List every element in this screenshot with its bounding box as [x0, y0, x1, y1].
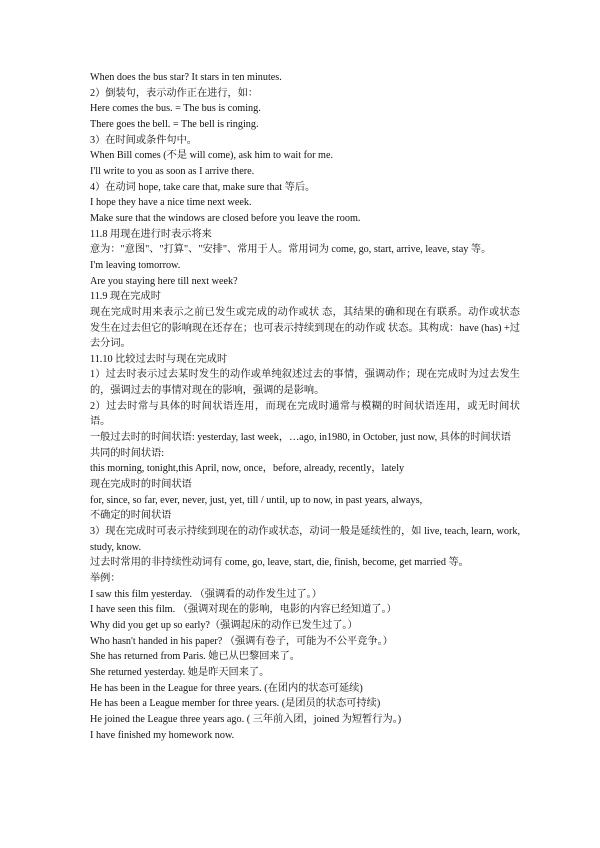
- example-line: I have finished my homework now.: [90, 729, 235, 741]
- text-line: Are you staying here till next week?: [90, 275, 238, 287]
- text-line: this morning, tonight,this April, now, once，before, already, recently，lately: [90, 463, 405, 475]
- text-line: 2）倒装句，表示动作正在进行，如：: [90, 87, 259, 99]
- text-line: 4）在动词 hope, take care that, make sure that 等后。: [90, 181, 316, 193]
- example-line: I saw this film yesterday. （强调看的动作发生过了。）: [90, 588, 322, 600]
- text-line: When Bill comes (不是 will come), ask him to wait for me.: [90, 150, 334, 162]
- section-heading: 11.9 现在完成时: [90, 291, 161, 303]
- text-line: 举例：: [90, 573, 121, 584]
- example-line: She has returned from Paris. 她已从巴黎回来了。: [90, 651, 300, 663]
- text-line: There goes the bell. = The bell is ringing.: [90, 118, 259, 130]
- text-line: 过去时常用的非持续性动词有 come, go, leave, start, die, finish, become, get married 等。: [90, 557, 469, 569]
- text-line: 现在完成时的时间状语: [90, 479, 192, 491]
- example-line: He has been a League member for three years. (是团员的状态可持续): [90, 698, 381, 710]
- text-line: Here comes the bus. = The bus is coming.: [90, 103, 261, 115]
- document-body: [90, 70, 520, 743]
- text-line: 意为："意图"、"打算"、"安排"、常用于人。常用词为 come, go, start, arrive, leave, stay 等。: [90, 244, 492, 256]
- example-line: Who hasn't handed in his paper? （强调有卷子，可能为不公平竞争。）: [90, 635, 393, 647]
- example-line: He has been in the League for three years. (在团内的状态可延续): [90, 682, 363, 694]
- paragraph: 1）过去时表示过去某时发生的动作或单纯叙述过去的事情，强调动作；现在完成时为过去发生的，强调过去的事情对现在的影响，强调的是影响。: [90, 369, 520, 397]
- example-line: She returned yesterday. 她是昨天回来了。: [90, 666, 270, 678]
- section-heading: 11.8 用现在进行时表示将来: [90, 228, 212, 240]
- text-line: I'm leaving tomorrow.: [90, 259, 181, 271]
- text-line: for, since, so far, ever, never, just, yet, till / until, up to now, in past years, always,: [90, 494, 423, 506]
- example-line: He joined the League three years ago. ( 三年前入团，joined 为短暂行为。): [90, 713, 402, 725]
- text-line: 不确定的时间状语: [90, 510, 172, 522]
- paragraph: 3）现在完成时可表示持续到现在的动作或状态，动词一般是延续性的，如 live, teach, learn, work, study, know.: [90, 526, 520, 553]
- paragraph: 一般过去时的时间状语: yesterday, last week，…ago, in1980, in October, just now, 具体的时间状语: [90, 432, 511, 444]
- example-line: I have seen this film. （强调对现在的影响，电影的内容已经知道了。）: [90, 604, 397, 616]
- text-line: I'll write to you as soon as I arrive there.: [90, 165, 255, 177]
- text-line: I hope they have a nice time next week.: [90, 197, 252, 209]
- text-line: Make sure that the windows are closed before you leave the room.: [90, 212, 361, 224]
- paragraph: 2）过去时常与具体的时间状语连用，而现在完成时通常与模糊的时间状语连用，或无时间状语。: [90, 400, 520, 428]
- text-line: 3）在时间或条件句中。: [90, 134, 197, 146]
- paragraph: 现在完成时用来表示之前已发生或完成的动作或状 态，其结果的确和现在有联系。动作或状态发生在过去但它的影响现在还存在；也可表示持续到现在的动作或 状态。其构成：have (has) +过去分词。: [90, 306, 520, 350]
- section-heading: 11.10 比较过去时与现在完成时: [90, 353, 228, 365]
- example-line: Why did you get up so early?（强调起床的动作已发生过了。）: [90, 619, 358, 631]
- text-line: When does the bus star? It stars in ten minutes.: [90, 72, 282, 83]
- text-line: 共同的时间状语:: [90, 447, 165, 459]
